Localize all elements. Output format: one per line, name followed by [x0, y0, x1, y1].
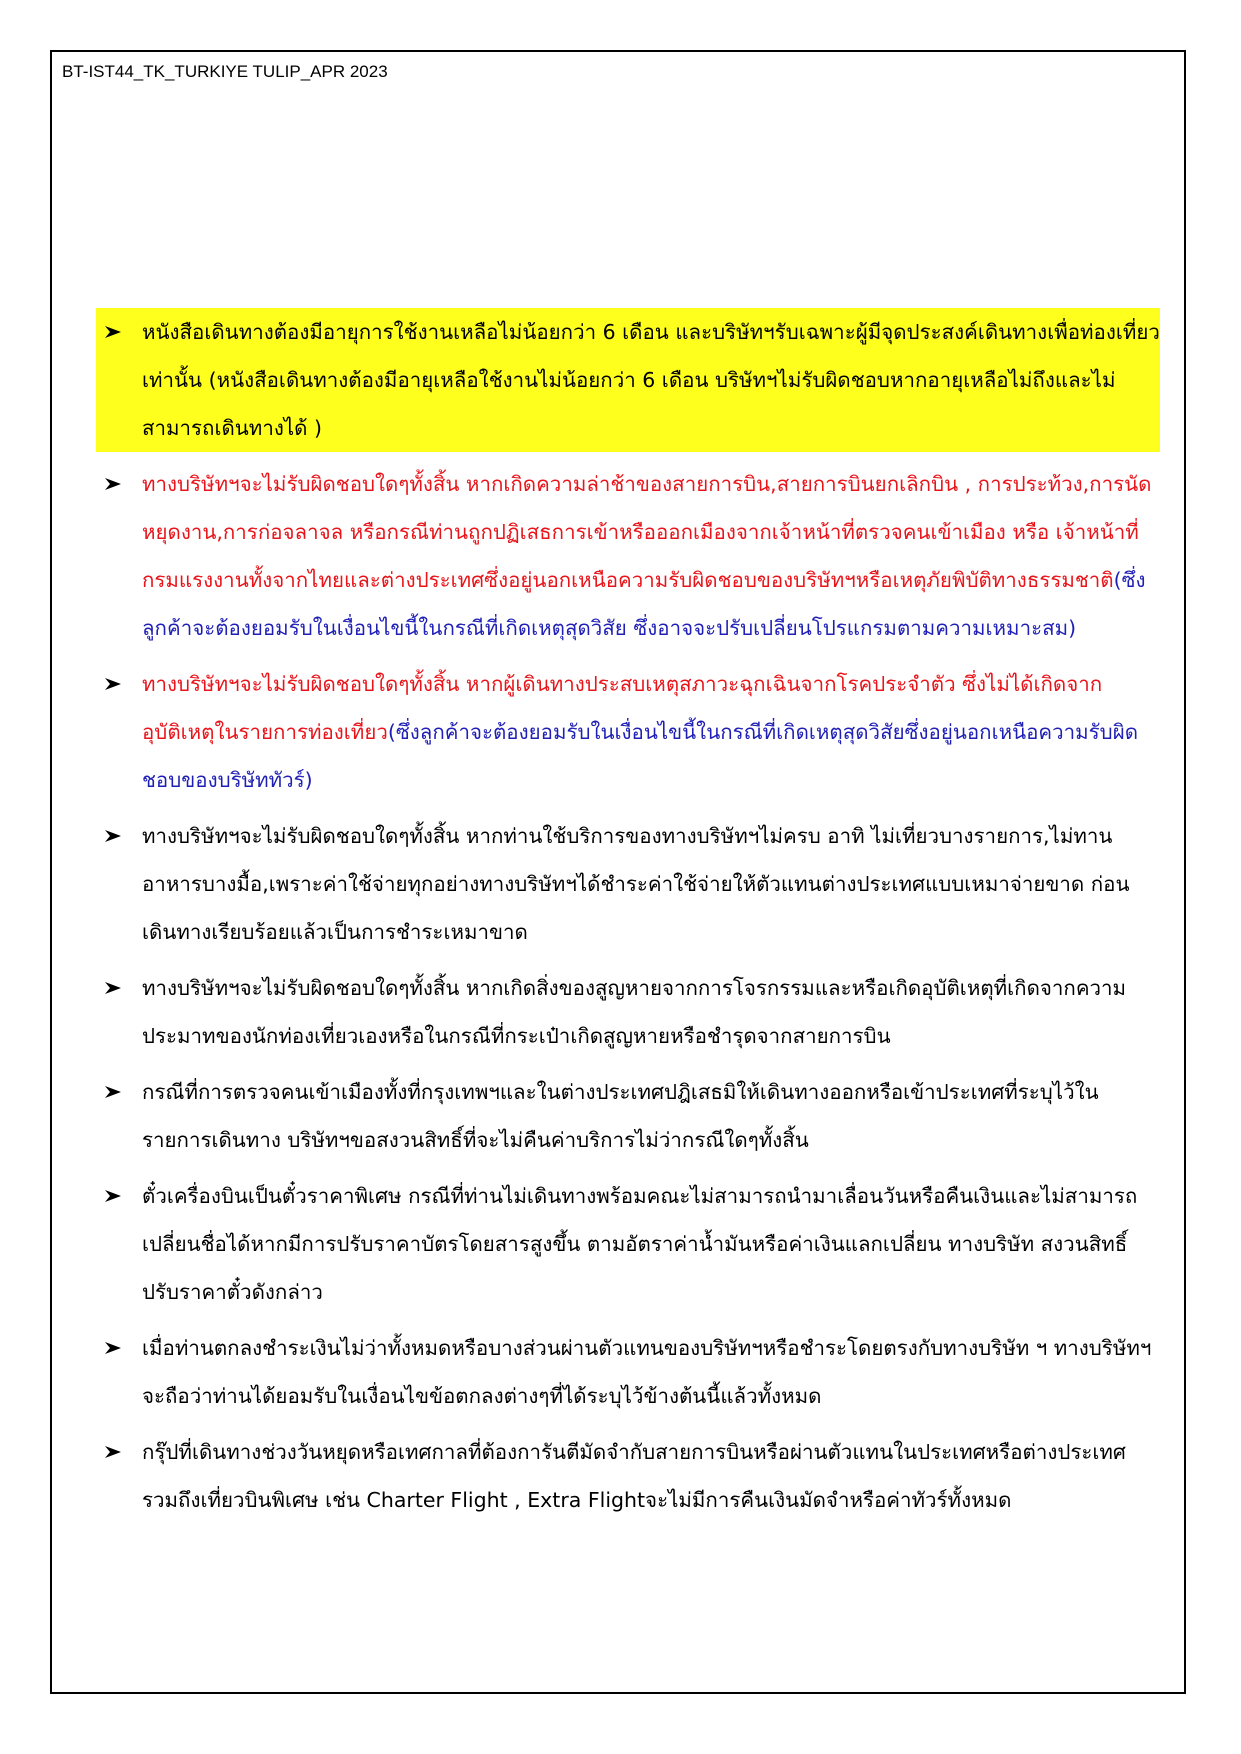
item-text-red: ทางบริษัทฯจะไม่รับผิดชอบใดๆทั้งสิ้น หากผู้เดินทางประสบเหตุสภาวะฉุกเฉินจากโรคประจำตัว ซึ่งไม่ได้เกิดจากอุบัติเหตุในรายการท่องเที่ยว [142, 672, 1103, 744]
item-text: ทางบริษัทฯจะไม่รับผิดชอบใดๆทั้งสิ้น หากเกิดสิ่งของสูญหายจากการโจรกรรมและหรือเกิดอุบัติเหตุที่เกิดจากความประมาทของนักท่องเที่ยวเองหรือในกรณีที่กระเป๋าเกิดสูญหายหรือชำรุดจากสายการบิน [142, 976, 1127, 1048]
list-item-holiday-groups [96, 1428, 1160, 1524]
list-item-illness [96, 660, 1160, 804]
document-code: BT-IST44_TK_TURKIYE TULIP_APR 2023 [62, 62, 388, 81]
arrowhead-bullet-icon [104, 660, 126, 708]
arrowhead-bullet-icon [104, 308, 126, 356]
item-text: กรณีที่การตรวจคนเข้าเมืองทั้งที่กรุงเทพฯและในต่างประเทศปฎิเสธมิให้เดินทางออกหรือเข้าประเทศที่ระบุไว้ในรายการเดินทาง บริษัทฯขอสงวนสิทธิ์ที่จะไม่คืนค่าบริการไม่ว่ากรณีใดๆทั้งสิ้น [142, 1080, 1099, 1152]
arrowhead-bullet-icon [104, 1324, 126, 1372]
arrowhead-bullet-icon [104, 1172, 126, 1220]
list-item-immigration [96, 1068, 1160, 1164]
list-item-payment-agreement [96, 1324, 1160, 1420]
arrowhead-bullet-icon [104, 812, 126, 860]
item-text-blue: (ซึ่งลูกค้าจะต้องยอมรับในเงื่อนไขนี้ในกรณีที่เกิดเหตุสุดวิสัย ซึ่งอาจจะปรับเปลี่ยนโปรแกรมตามความเหมาะสม) [142, 568, 1146, 640]
list-item-passport [96, 308, 1160, 452]
item-text: ทางบริษัทฯจะไม่รับผิดชอบใดๆทั้งสิ้น หากท่านใช้บริการของทางบริษัทฯไม่ครบ อาทิ ไม่เที่ยวบางรายการ,ไม่ทานอาหารบางมื้อ,เพราะค่าใช้จ่ายทุกอย่างทางบริษัทฯได้ชำระค่าใช้จ่ายให้ตัวแทนต่างประเทศแบบเหมาจ่ายขาด ก่อนเดินทางเรียบร้อยแล้วเป็นการชำระเหมาขาด [142, 824, 1130, 944]
list-item-lost-items [96, 964, 1160, 1060]
list-item-unused-services [96, 812, 1160, 956]
item-text: หนังสือเดินทางต้องมีอายุการใช้งานเหลือไม่น้อยกว่า 6 เดือน และบริษัทฯรับเฉพาะผู้มีจุดประสงค์เดินทางเพื่อท่องเที่ยวเท่านั้น (หนังสือเดินทางต้องมีอายุเหลือใช้งานไม่น้อยกว่า 6 เดือน บริษัทฯไม่รับผิดชอบหากอายุเหลือไม่ถึงและไม่สามารถเดินทางได้ ) [142, 320, 1160, 440]
item-text-red: ทางบริษัทฯจะไม่รับผิดชอบใดๆทั้งสิ้น หากเกิดความล่าช้าของสายการบิน,สายการบินยกเลิกบิน , การประท้วง,การนัดหยุดงาน,การก่อจลาจล หรือกรณีท่านถูกปฏิเสธการเข้าหรือออกเมืองจากเจ้าหน้าที่ตรวจคนเข้าเมือง หรือ เจ้าหน้าที่กรมแรงงานทั้งจากไทยและต่างประเทศซึ่งอยู่นอกเหนือความรับผิดชอบของบริษัทฯหรือเหตุภัยพิบัติทางธรรมชาติ [142, 472, 1152, 592]
item-text: กรุ๊ปที่เดินทางช่วงวันหยุดหรือเทศกาลที่ต้องการันตีมัดจำกับสายการบินหรือผ่านตัวแทนในประเทศหรือต่างประเทศ รวมถึงเที่ยวบินพิเศษ เช่น Charter Flight , Extra Flightจะไม่มีการคืนเงินมัดจำหรือค่าทัวร์ทั้งหมด [142, 1440, 1126, 1512]
terms-list [96, 308, 1160, 1532]
arrowhead-bullet-icon [104, 964, 126, 1012]
arrowhead-bullet-icon [104, 1068, 126, 1116]
arrowhead-bullet-icon [104, 1428, 126, 1476]
item-text: เมื่อท่านตกลงชำระเงินไม่ว่าทั้งหมดหรือบางส่วนผ่านตัวแทนของบริษัทฯหรือชำระโดยตรงกับทางบริษัท ฯ ทางบริษัทฯจะถือว่าท่านได้ยอมรับในเงื่อนไขข้อตกลงต่างๆที่ได้ระบุไว้ข้างต้นนี้แล้วทั้งหมด [142, 1336, 1152, 1408]
list-item-air-ticket [96, 1172, 1160, 1316]
list-item-flight-delay [96, 460, 1160, 652]
item-text-blue: (ซึ่งลูกค้าจะต้องยอมรับในเงื่อนไขนี้ในกรณีที่เกิดเหตุสุดวิสัยซึ่งอยู่นอกเหนือความรับผิดชอบของบริษัททัวร์) [142, 720, 1139, 792]
arrowhead-bullet-icon [104, 460, 126, 508]
item-text: ตั๋วเครื่องบินเป็นตั๋วราคาพิเศษ กรณีที่ท่านไม่เดินทางพร้อมคณะไม่สามารถนำมาเลื่อนวันหรือคืนเงินและไม่สามารถเปลี่ยนชื่อได้หากมีการปรับราคาบัตรโดยสารสูงขึ้น ตามอัตราค่าน้ำมันหรือค่าเงินแลกเปลี่ยน ทางบริษัท สงวนสิทธิ์ปรับราคาตั๋วดังกล่าว [142, 1184, 1138, 1304]
